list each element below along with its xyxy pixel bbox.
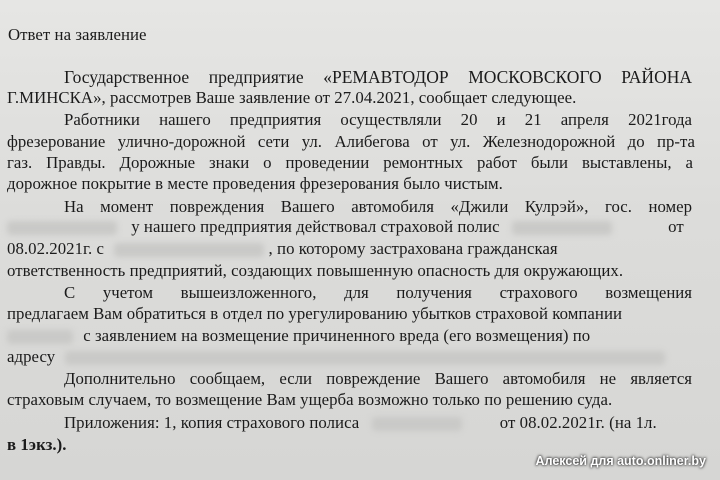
redacted-insurer <box>7 330 73 344</box>
paragraph-3-line-4: ответственность предприятий, создающих повышенную опасность для окружающих. <box>7 261 624 280</box>
source-watermark: Алексей для auto.onliner.by <box>535 454 706 468</box>
paragraph-4-line-1 <box>64 284 692 302</box>
paragraph-2-line-1 <box>64 111 692 129</box>
attachments-line-1 <box>64 414 657 432</box>
paragraph-1-line-2: Г.МИНСКА», рассмотрев Ваше заявление от 27.04.2021, сообщает следующее. <box>7 88 577 107</box>
redacted-plate <box>7 221 117 235</box>
paragraph-5-line-1 <box>64 370 692 388</box>
redacted-address <box>65 351 665 365</box>
attachments-line-2: в 1экз.). <box>7 435 67 454</box>
attachments-text-b: от 08.02.2021г. (на 1л. <box>499 413 657 432</box>
paragraph-5-line-2: страховым случаем, то возмещение Вам ущерба возможно только по решению суда. <box>7 390 613 409</box>
paragraph-2-line-4: дорожное покрытие в месте проведения фрезерования было чистым. <box>7 174 503 193</box>
p3-text-3a: 08.02.2021г. с <box>7 239 105 258</box>
paragraph-3-line-1 <box>64 198 692 216</box>
redacted-policy-number <box>512 221 612 235</box>
p2-text-1: Работники нашего предприятия осуществляли 20 и 21 апреля 2021года <box>64 110 692 129</box>
redacted-attachment-policy <box>372 417 462 431</box>
paragraph-2-line-3 <box>7 154 693 172</box>
paragraph-1-line-1 <box>64 68 692 86</box>
p2-text-3: газ. Правды. Дорожные знаки о проведении ремонтных работ были выставлены, а <box>7 153 693 172</box>
paragraph-2-line-2 <box>7 133 695 151</box>
p4-text-4: адресу <box>7 347 56 366</box>
p2-text-2: фрезерование улично-дорожной сети ул. Алибегова от ул. Железнодорожной до пр-та <box>7 132 695 151</box>
p5-text-1: Дополнительно сообщаем, если повреждение Вашего автомобиля не является <box>64 369 692 388</box>
p3-text-3b: , по которому застрахована гражданская <box>268 239 558 258</box>
paragraph-4-line-2: предлагаем Вам обратиться в отдел по урегулированию убытков страховой компании <box>7 304 623 323</box>
redacted-date <box>114 243 264 257</box>
paragraph-4-line-3 <box>7 327 590 345</box>
paragraph-3-line-2 <box>7 218 684 236</box>
p3-text-2a: у нашего предприятия действовал страховой полис <box>131 217 500 236</box>
p1-text: Государственное предприятие «РЕМАВТОДОР МОСКОВСКОГО РАЙОНА <box>64 67 692 87</box>
paragraph-3-line-3 <box>7 240 558 258</box>
paragraph-4-line-4 <box>7 348 665 366</box>
p3-text-2b: от <box>668 217 684 236</box>
p3-text-1: На момент повреждения Вашего автомобиля «Джили Кулрэй», гос. номер <box>64 197 692 216</box>
p4-text-3: с заявлением на возмещение причиненного вреда (его возмещения) по <box>83 326 591 345</box>
p4-text-1: С учетом вышеизложенного, для получения страхового возмещения <box>64 283 692 302</box>
letter-heading: Ответ на заявление <box>8 25 147 44</box>
attachments-text-a: Приложения: 1, копия страхового полиса <box>64 413 360 432</box>
